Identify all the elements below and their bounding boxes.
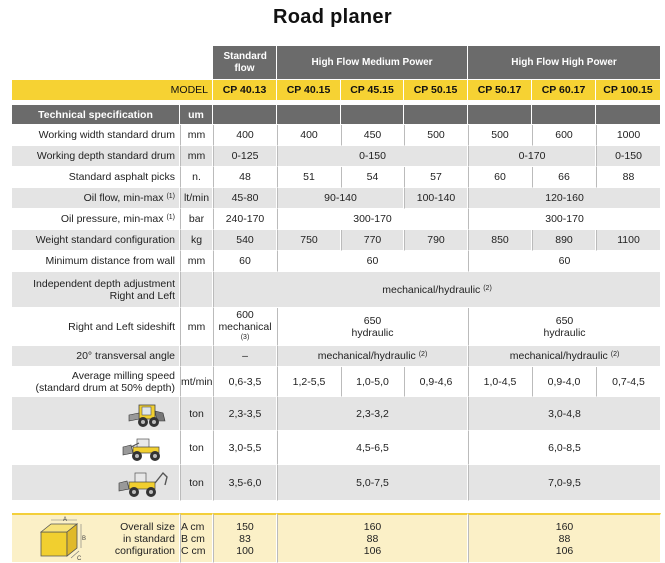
- row-label: 20° transversal angle: [12, 346, 180, 367]
- cell-value: 650 hydraulic: [468, 308, 661, 346]
- row-unit: mm: [180, 308, 213, 346]
- row-label: Standard asphalt picks: [12, 167, 180, 188]
- table-row: [12, 188, 661, 209]
- table-row: [12, 167, 661, 188]
- model-cell: CP 100.15: [596, 80, 661, 101]
- cell-value: 0-150: [277, 146, 468, 167]
- overall-size-label: A B C Overall size in standard configuration: [12, 513, 180, 563]
- row-unit: mm: [180, 251, 213, 272]
- wheel-loader-icon: [12, 431, 180, 465]
- table-row: [12, 308, 661, 346]
- overall-units: A cm B cm C cm: [180, 513, 213, 563]
- overall-high: 160 88 106: [468, 513, 661, 563]
- cell-value: 51: [277, 167, 341, 188]
- row-label: Working width standard drum: [12, 125, 180, 146]
- cell-value: 400: [277, 125, 341, 146]
- cell-value: 3,0-5,5: [213, 431, 277, 465]
- cell-value: 650 hydraulic: [277, 308, 468, 346]
- model-cell: CP 60.17: [532, 80, 596, 101]
- cell-value: 57: [404, 167, 468, 188]
- cell-value: 0,7-4,5: [596, 367, 661, 397]
- overall-size-row: [12, 513, 661, 563]
- table-row: [12, 209, 661, 230]
- box-letter-b: B: [82, 535, 87, 542]
- cell-value: 2,3-3,2: [277, 397, 468, 431]
- cell-value: mechanical/hydraulic $^{(2)}$: [277, 346, 468, 367]
- group-header-row: [12, 46, 661, 80]
- group-high-flow-medium: High Flow Medium Power: [277, 46, 468, 80]
- cell-value: 60: [468, 167, 532, 188]
- cell-value: 1,0-5,0: [341, 367, 404, 397]
- row-unit: bar: [180, 209, 213, 230]
- cell-value: 6,0-8,5: [468, 431, 661, 465]
- cell-value: 500: [404, 125, 468, 146]
- cell-value: 0-150: [596, 146, 661, 167]
- page-title: Road planer: [273, 6, 392, 28]
- row-unit: mm: [180, 125, 213, 146]
- cell-value: 500: [468, 125, 532, 146]
- table-row: [12, 125, 661, 146]
- cell-value: 88: [596, 167, 661, 188]
- cell-value: 2,3-3,5: [213, 397, 277, 431]
- row-label: Oil pressure, min-max $^{(1)}$: [12, 209, 180, 230]
- cell-value: 3,0-4,8: [468, 397, 661, 431]
- table-row: [12, 431, 661, 465]
- row-label: Working depth standard drum: [12, 146, 180, 167]
- model-cell: CP 40.15: [277, 80, 341, 101]
- tech-header-row: [12, 105, 661, 125]
- cell-value: 4,5-6,5: [277, 431, 468, 465]
- cell-value: 1000: [596, 125, 661, 146]
- row-label: Minimum distance from wall: [12, 251, 180, 272]
- cell-value: 60: [213, 251, 277, 272]
- table-row: [12, 146, 661, 167]
- cell-value: 0-170: [468, 146, 596, 167]
- cell-value: 750: [277, 230, 341, 251]
- cell-value: 600 mechanical $^{(3)}$: [213, 308, 277, 346]
- table-row: [12, 397, 661, 431]
- cell-value: 850: [468, 230, 532, 251]
- cell-value: 600: [532, 125, 596, 146]
- box-letter-c: C: [77, 555, 82, 562]
- cell-value: 120-160: [468, 188, 661, 209]
- row-unit: ton: [180, 397, 213, 431]
- cell-value: 5,0-7,5: [277, 465, 468, 501]
- model-cell: CP 40.13: [213, 80, 277, 101]
- cell-value: 0-125: [213, 146, 277, 167]
- model-row: [12, 80, 661, 101]
- cell-value: 3,5-6,0: [213, 465, 277, 501]
- row-unit: ton: [180, 431, 213, 465]
- row-unit: ton: [180, 465, 213, 501]
- cell-value: 770: [341, 230, 404, 251]
- cell-value: 1,2-5,5: [277, 367, 341, 397]
- table-row: [12, 367, 661, 397]
- unit-heading: um: [180, 105, 213, 125]
- cell-value: 1,0-4,5: [468, 367, 532, 397]
- cell-value: 300-170: [468, 209, 661, 230]
- cell-value: 300-170: [277, 209, 468, 230]
- cell-value: 0,9-4,6: [404, 367, 468, 397]
- cell-value: 0,6-3,5: [213, 367, 277, 397]
- row-unit: [180, 272, 213, 308]
- cell-value: 90-140: [277, 188, 404, 209]
- table-row: [12, 272, 661, 308]
- skid-steer-loader-icon: [12, 397, 180, 431]
- box-dimensions-icon: [35, 516, 91, 562]
- row-label: Independent depth adjustment Right and Left: [12, 272, 180, 308]
- backhoe-loader-icon: [12, 465, 180, 501]
- row-label: Oil flow, min-max $^{(1)}$: [12, 188, 180, 209]
- cell-value: 7,0-9,5: [468, 465, 661, 501]
- cell-value: 890: [532, 230, 596, 251]
- group-high-flow-high: High Flow High Power: [468, 46, 661, 80]
- cell-value: mechanical/hydraulic $^{(2)}$: [468, 346, 661, 367]
- overall-medium: 160 88 106: [277, 513, 468, 563]
- cell-value: 790: [404, 230, 468, 251]
- model-cell: CP 50.15: [404, 80, 468, 101]
- table-row: [12, 251, 661, 272]
- tech-spec-heading: Technical specification: [12, 105, 180, 125]
- row-label: Weight standard configuration: [12, 230, 180, 251]
- cell-value: mechanical/hydraulic $^{(2)}$: [213, 272, 661, 308]
- row-label: Right and Left sideshift: [12, 308, 180, 346]
- row-unit: mt/min: [180, 367, 213, 397]
- row-label: Average milling speed (standard drum at 50% depth): [12, 367, 180, 397]
- cell-value: 54: [341, 167, 404, 188]
- table-row: [12, 465, 661, 501]
- cell-value: 540: [213, 230, 277, 251]
- cell-value: 48: [213, 167, 277, 188]
- cell-value: 60: [277, 251, 468, 272]
- table-row: [12, 230, 661, 251]
- model-label: MODEL: [12, 80, 213, 101]
- cell-value: 100-140: [404, 188, 468, 209]
- row-unit: kg: [180, 230, 213, 251]
- model-cell: CP 50.17: [468, 80, 532, 101]
- overall-standard: 150 83 100: [213, 513, 277, 563]
- row-unit: n.: [180, 167, 213, 188]
- cell-value: 1100: [596, 230, 661, 251]
- cell-value: 60: [468, 251, 661, 272]
- row-unit: lt/min: [180, 188, 213, 209]
- row-unit: mm: [180, 146, 213, 167]
- cell-value: 66: [532, 167, 596, 188]
- cell-value: 400: [213, 125, 277, 146]
- cell-value: 450: [341, 125, 404, 146]
- cell-value: 45-80: [213, 188, 277, 209]
- row-unit: [180, 346, 213, 367]
- cell-value: 0,9-4,0: [532, 367, 596, 397]
- table-row: [12, 346, 661, 367]
- box-letter-a: A: [63, 516, 68, 523]
- spec-table: [12, 46, 661, 563]
- group-standard-flow: Standard flow: [213, 46, 277, 80]
- cell-value: 240-170: [213, 209, 277, 230]
- model-cell: CP 45.15: [341, 80, 404, 101]
- cell-value: –: [213, 346, 277, 367]
